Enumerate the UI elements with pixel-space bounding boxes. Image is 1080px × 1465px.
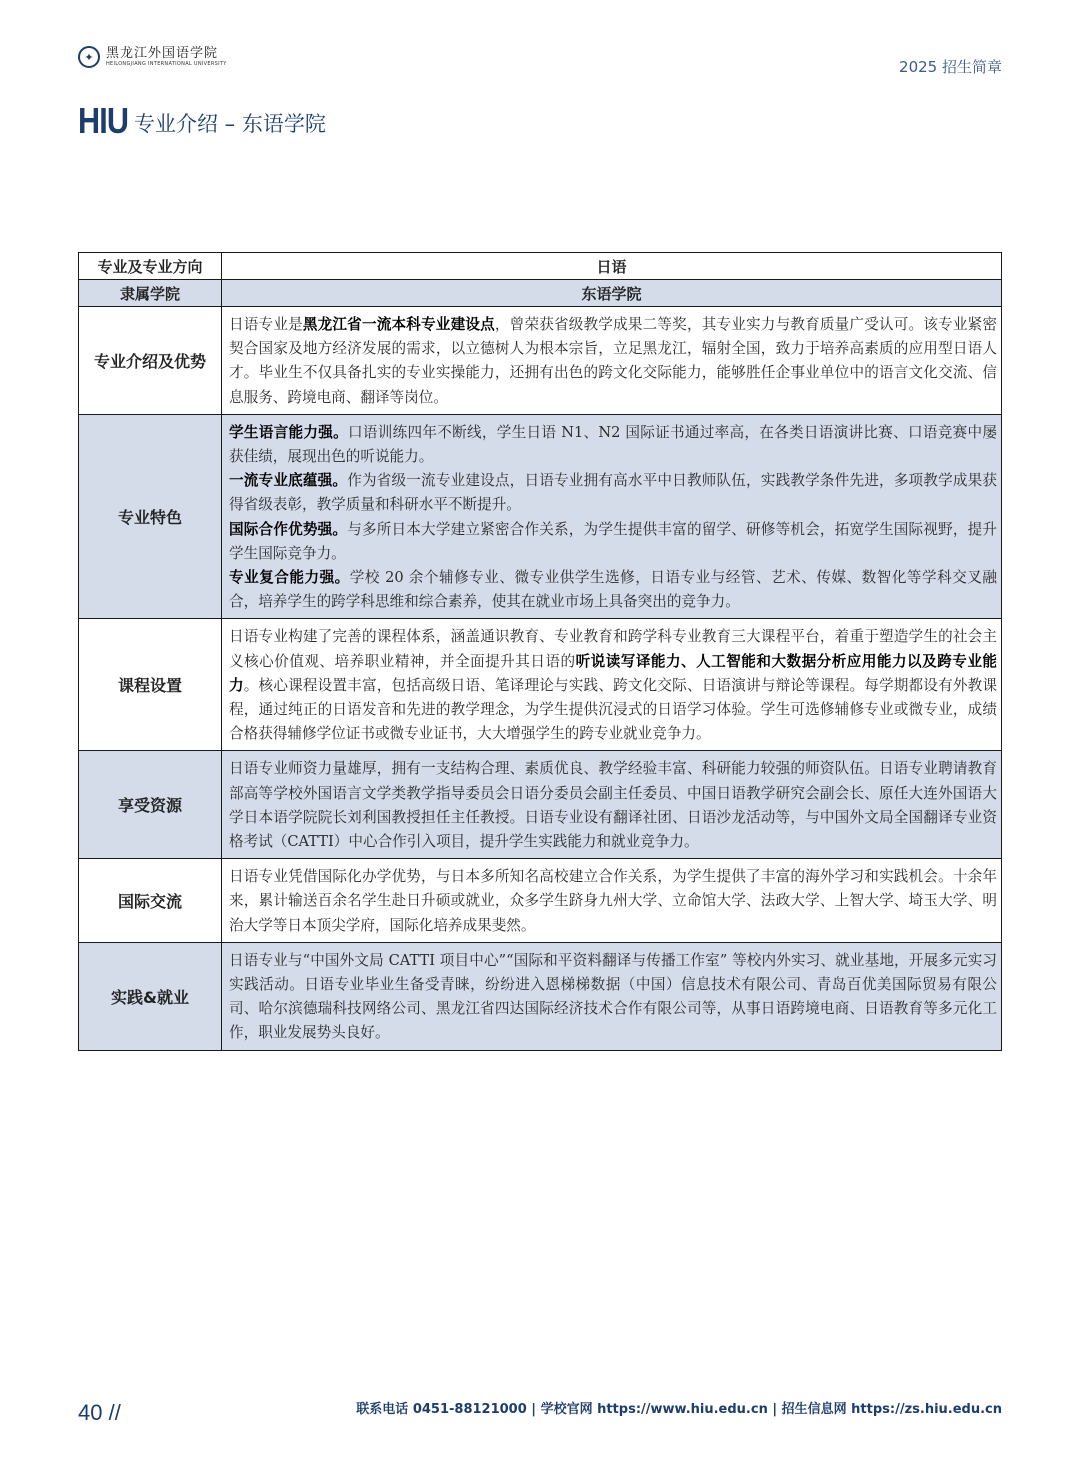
resources-label: 享受资源 (79, 751, 222, 859)
curriculum-label: 课程设置 (79, 619, 222, 751)
feature-item: 一流专业底蕴强。作为省级一流专业建设点，日语专业拥有高水平中日教师队伍，实践教学条件先进，多项教学成果获得省级表彰，教学质量和科研水平不断提升。 (229, 472, 997, 514)
college-label: 隶属学院 (79, 280, 222, 307)
exchange-content: 日语专业凭借国际化办学优势，与日本多所知名高校建立合作关系，为学生提供了丰富的海外学习和实践机会。十余年来，累计输送百余名学生赴日升硕或就业，众多学生跻身九州大学、立命馆大学、法政大学、上智大学、埼玉大学、明治大学等日本顶尖学府，国际化培养成果斐然。 (222, 859, 1002, 943)
curriculum-content: 日语专业构建了完善的课程体系，涵盖通识教育、专业教育和跨学科专业教育三大课程平台，着重于塑造学生的社会主义核心价值观、培养职业精神，并全面提升其日语的听说读写译能力、人工智能和大数据分析应用能力以及跨专业能力。核心课程设置丰富，包括高级日语、笔译理论与实践、跨文化交际、日语演讲与辩论等课程。每学期都设有外教课程，通过纯正的日语发音和先进的教学理念，为学生提供沉浸式的日语学习体验。学生可选修辅修专业或微专业，成绩合格获得辅修学位证书或微专业证书，大大增强学生的跨专业就业竞争力。 (222, 619, 1002, 751)
footer-contact: 联系电话 0451-88121000 | 学校官网 https://www.hiu.edu.cn | 招生信息网 https://zs.hiu.edu.cn (356, 1402, 1002, 1417)
employment-content: 日语专业与“中国外文局 CATTI 项目中心”“国际和平资料翻译与传播工作室” 等校内外实习、就业基地，开展多元实习实践活动。日语专业毕业生备受青睐，纷纷进入恩梯梯数据（中国）信息技术有限公司、青岛百优美国际贸易有限公司、哈尔滨德瑞科技网络公司、黑龙江省四达国际经济技术合作有限公司等，从事日语跨境电商、日语教育等多元化工作，职业发展势头良好。 (222, 942, 1002, 1050)
features-content (222, 414, 1002, 619)
school-seal-icon: ✦ (78, 46, 100, 68)
feature-item: 学生语言能力强。口语训练四年不断线，学生日语 N1、N2 国际证书通过率高，在各类日语演讲比赛、口语竞赛中屡获佳绩，展现出色的听说能力。 (229, 423, 997, 466)
brochure-title: 2025 招生简章 (899, 58, 1002, 76)
major-label: 专业及专业方向 (79, 253, 222, 280)
exchange-label: 国际交流 (79, 859, 222, 943)
feature-item: 专业复合能力强。学校 20 余个辅修专业、微专业供学生选修，日语专业与经管、艺术、传媒、数智化等学科交叉融合，培养学生的跨学科思维和综合素养，使其在就业市场上具备突出的竞争力。 (229, 569, 997, 611)
school-name-en: HEILONGJIANG INTERNATIONAL UNIVERSITY (106, 61, 227, 67)
resources-content: 日语专业师资力量雄厚，拥有一支结构合理、素质优良、教学经验丰富、科研能力较强的师资队伍。日语专业聘请教育部高等学校外国语言文学类教学指导委员会日语分委员会副主任委员、中国日语教学研究会副会长、原任大连外国语大学日本语学院院长刘利国教授担任主任教授。日语专业设有翻译社团、日语沙龙活动等，与中国外文局全国翻译专业资格考试（CATTI）中心合作引入项目，提升学生实践能力和就业竞争力。 (222, 751, 1002, 859)
employment-label: 实践&就业 (79, 942, 222, 1050)
feature-item: 国际合作优势强。与多所日本大学建立紧密合作关系，为学生提供丰富的留学、研修等机会，拓宽学生国际视野，提升学生国际竞争力。 (229, 520, 997, 562)
page-number: 40 // (78, 1400, 121, 1425)
school-name-cn: 黑龙江外国语学院 (106, 46, 219, 61)
school-logo (78, 46, 227, 68)
hiu-mark: HIU (78, 100, 129, 141)
intro-label: 专业介绍及优势 (79, 307, 222, 415)
college-value: 东语学院 (222, 280, 1002, 307)
features-label: 专业特色 (79, 414, 222, 619)
major-value: 日语 (222, 253, 1002, 280)
section-title: 专业介绍 – 东语学院 (134, 112, 326, 136)
intro-content: 日语专业是黑龙江省一流本科专业建设点，曾荣获省级教学成果二等奖，其专业实力与教育质量广受认可。该专业紧密契合国家及地方经济发展的需求，以立德树人为根本宗旨，立足黑龙江，辐射全国，致力于培养高素质的应用型日语人才。毕业生不仅具备扎实的专业实操能力，还拥有出色的跨文化交际能力，能够胜任企事业单位中的语言文化交流、信息服务、跨境电商、翻译等岗位。 (222, 307, 1002, 415)
major-info-table (78, 252, 1002, 1051)
